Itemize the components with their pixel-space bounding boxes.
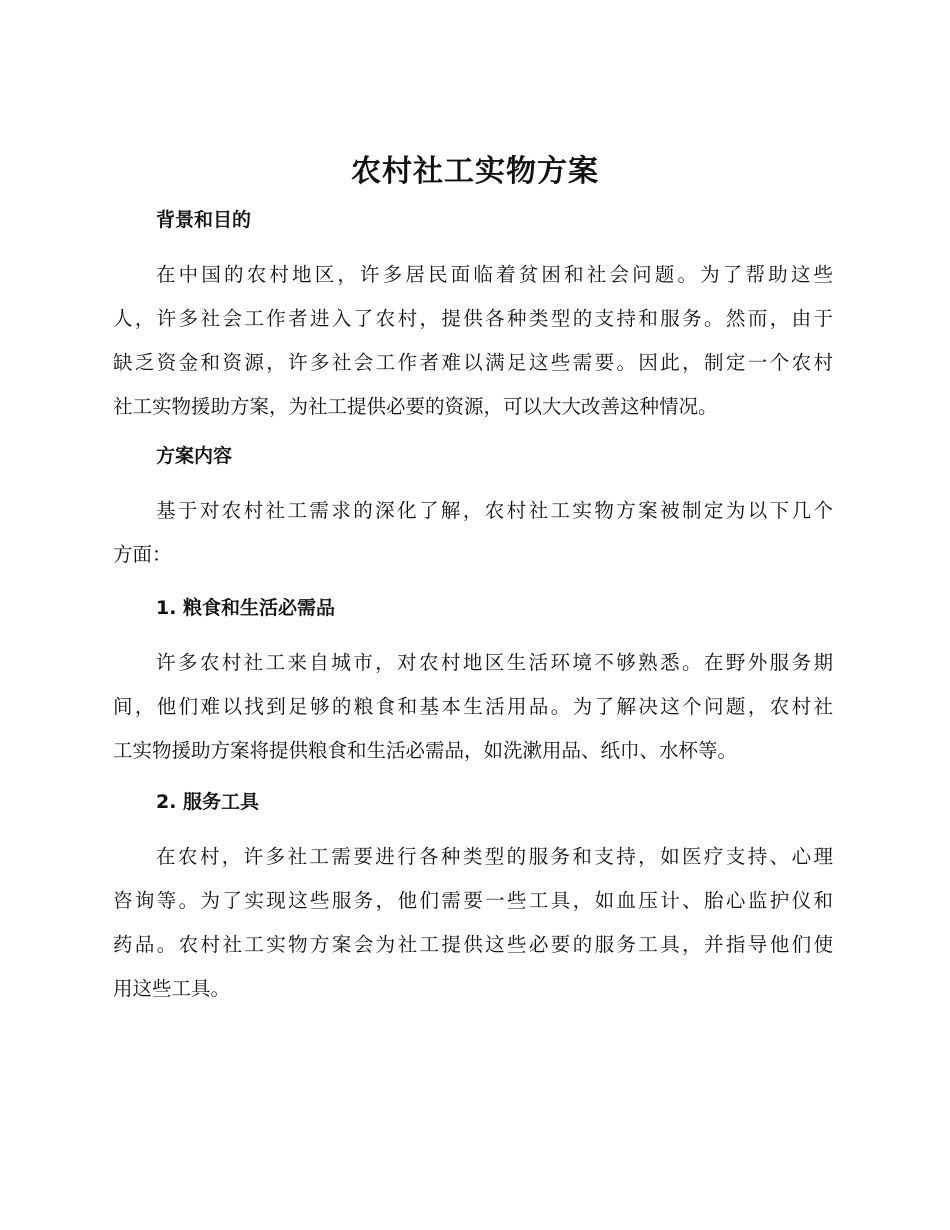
paragraph-line: 方面： [113,543,172,566]
paragraph-line: 药品。农村社工实物方案会为社工提供这些必要的服务工具，并指导他们使 [113,933,833,956]
paragraph-line: 用这些工具。 [113,977,231,1000]
paragraph-food [113,641,833,773]
paragraph-content [113,489,833,577]
paragraph-line: 基于对农村社工需求的深化了解，农村社工实物方案被制定为以下几个 [156,499,833,522]
paragraph-line: 缺乏资金和资源，许多社会工作者难以满足这些需要。因此，制定一个农村 [113,351,833,374]
paragraph-line: 许多农村社工来自城市，对农村地区生活环境不够熟悉。在野外服务期 [156,651,833,674]
document-title: 农村社工实物方案 [351,154,599,189]
section-heading-food: 1. 粮食和生活必需品 [156,597,336,619]
paragraph-line: 在农村，许多社工需要进行各种类型的服务和支持，如医疗支持、心理 [156,845,833,868]
paragraph-tools [113,835,833,1011]
paragraph-line: 工实物援助方案将提供粮食和生活必需品，如洗漱用品、纸巾、水杯等。 [113,739,738,762]
paragraph-line: 咨询等。为了实现这些服务，他们需要一些工具，如血压计、胎心监护仪和 [113,889,833,912]
section-heading-content: 方案内容 [156,445,233,467]
paragraph-line: 社工实物援助方案，为社工提供必要的资源，可以大大改善这种情况。 [113,395,718,418]
paragraph-line: 在中国的农村地区，许多居民面临着贫困和社会问题。为了帮助这些 [156,263,833,286]
paragraph-background [113,253,833,429]
paragraph-line: 人，许多社会工作者进入了农村，提供各种类型的支持和服务。然而，由于 [113,307,833,330]
section-heading-background: 背景和目的 [156,209,252,231]
section-heading-tools: 2. 服务工具 [156,791,260,813]
paragraph-line: 间，他们难以找到足够的粮食和基本生活用品。为了解决这个问题，农村社 [113,695,833,718]
